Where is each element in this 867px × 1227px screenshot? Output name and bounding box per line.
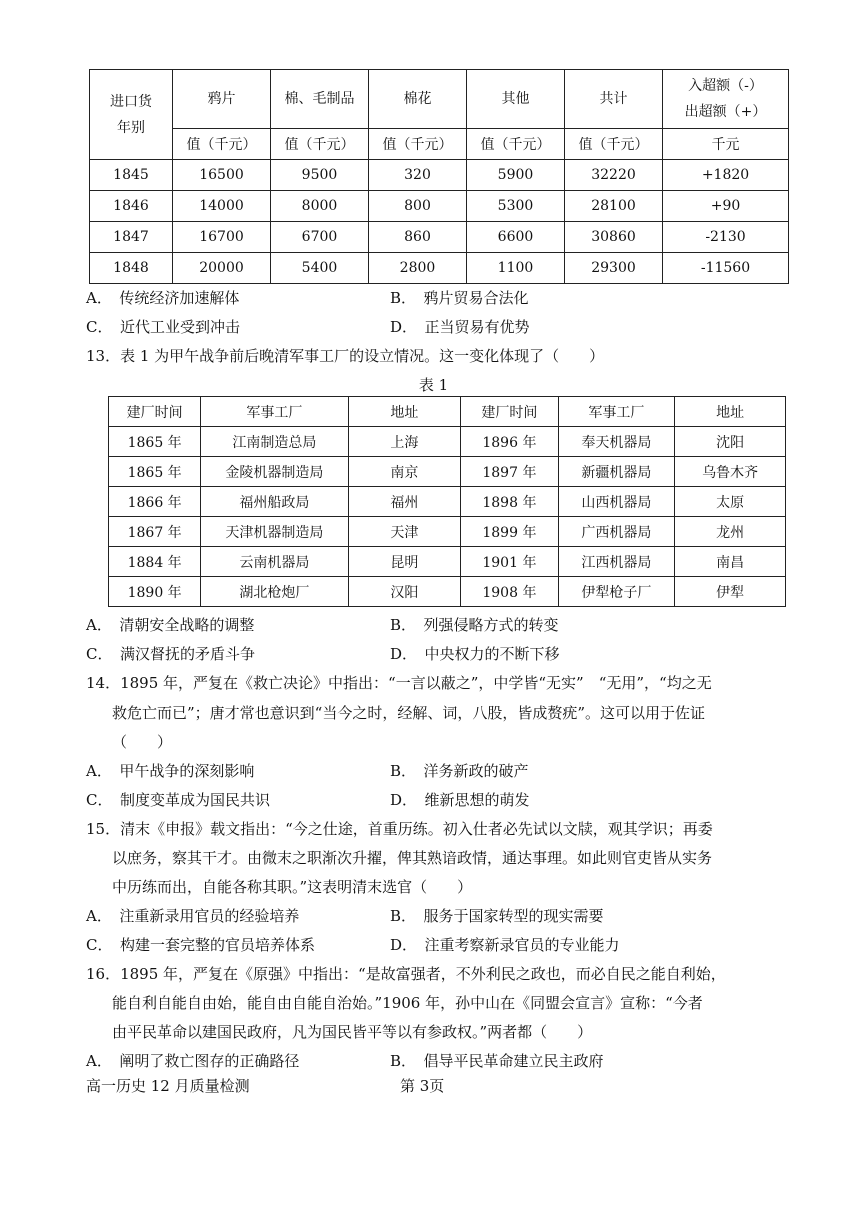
table-cell: 1901 年 — [461, 547, 558, 577]
table-cell: 1867 年 — [109, 517, 201, 547]
table-cell: 太原 — [675, 487, 786, 517]
table-cell: 1898 年 — [461, 487, 558, 517]
table-cell: +1820 — [663, 160, 789, 191]
table-cell: 南京 — [348, 457, 461, 487]
table-cell: 金陵机器制造局 — [201, 457, 348, 487]
q14-line-3: （ ） — [112, 733, 173, 751]
table-cell: 29300 — [565, 253, 663, 284]
table-cell: 860 — [369, 222, 467, 253]
table-cell: 320 — [369, 160, 467, 191]
factory-header-cell: 建厂时间 — [109, 397, 201, 427]
table-cell: 1865 年 — [109, 457, 201, 487]
table-row — [90, 160, 789, 191]
table-cell: 福州船政局 — [201, 487, 348, 517]
table-cell: 32220 — [565, 160, 663, 191]
table-cell: 奉天机器局 — [558, 427, 675, 457]
table-cell: 14000 — [173, 191, 271, 222]
table-cell: 汉阳 — [348, 577, 461, 607]
table-cell: 昆明 — [348, 547, 461, 577]
table-cell: 5300 — [467, 191, 565, 222]
table-cell: 8000 — [271, 191, 369, 222]
trade-subheader-cell: 值（千元） — [173, 129, 271, 160]
table-cell: 1896 年 — [461, 427, 558, 457]
q16-option-a: A． 阐明了救亡图存的正确路径 — [86, 1052, 300, 1070]
q13-stem: 13．表 1 为甲午战争前后晚清军事工厂的设立情况。这一变化体现了（ ） — [86, 347, 605, 365]
table-cell: 湖北枪炮厂 — [201, 577, 348, 607]
table-cell: 山西机器局 — [558, 487, 675, 517]
q15-line-2: 以庶务，察其干才。由微末之职渐次升擢，俾其熟谙政情，通达事理。如此则官吏皆从实务 — [112, 849, 713, 867]
footer-title: 高一历史 12 月质量检测 — [86, 1077, 250, 1095]
q15-option-a: A． 注重新录用官员的经验培养 — [86, 907, 300, 925]
trade-header-cell: 进口货 年别 — [90, 70, 173, 160]
table-row — [109, 457, 786, 487]
q15-option-b: B． 服务于国家转型的现实需要 — [390, 907, 604, 925]
table-caption: 表 1 — [418, 376, 449, 394]
factory-table — [108, 396, 786, 607]
table-cell: 800 — [369, 191, 467, 222]
table-cell: 30860 — [565, 222, 663, 253]
table-cell: 江西机器局 — [558, 547, 675, 577]
trade-subheader-cell: 千元 — [663, 129, 789, 160]
page-number: 第 3页 — [400, 1077, 445, 1095]
table-cell: 沈阳 — [675, 427, 786, 457]
trade-table — [89, 69, 789, 284]
table-row — [90, 191, 789, 222]
table-cell: 2800 — [369, 253, 467, 284]
trade-header-cell: 鸦片 — [173, 70, 271, 129]
trade-subheader-cell: 值（千元） — [467, 129, 565, 160]
q12-option-b: B． 鸦片贸易合法化 — [390, 289, 529, 307]
table-cell: 5400 — [271, 253, 369, 284]
table-cell: 20000 — [173, 253, 271, 284]
q13-option-d: D． 中央权力的不断下移 — [390, 645, 560, 663]
table-cell: 5900 — [467, 160, 565, 191]
q13-option-b: B． 列强侵略方式的转变 — [390, 616, 559, 634]
q16-line-2: 能自利自能自由始，能自由自能自治始。”1906 年，孙中山在《同盟会宣言》宣称：“今者 — [112, 994, 703, 1012]
q16-line-3: 由平民革命以建国民政府，凡为国民皆平等以有参政权。”两者都（ ） — [112, 1023, 593, 1041]
table-row — [109, 427, 786, 457]
factory-header-cell: 地址 — [348, 397, 461, 427]
trade-subheader-cell: 值（千元） — [271, 129, 369, 160]
table-row — [90, 222, 789, 253]
q13-option-c: C． 满汉督抚的矛盾斗争 — [86, 645, 255, 663]
table-cell: 福州 — [348, 487, 461, 517]
q15-line-1: 15．清末《申报》载文指出：“今之仕途，首重历练。初入仕者必先试以文牍，观其学识；再委 — [86, 820, 713, 838]
q14-option-c: C． 制度变革成为国民共识 — [86, 791, 270, 809]
table-cell: 9500 — [271, 160, 369, 191]
table-cell: 1846 — [90, 191, 173, 222]
table-cell: 乌鲁木齐 — [675, 457, 786, 487]
q14-line-1: 14．1895 年，严复在《救亡决论》中指出：“一言以蔽之”，中学皆“无实” “无用”，“均之无 — [86, 674, 712, 692]
table-cell: 南昌 — [675, 547, 786, 577]
table-cell: 16700 — [173, 222, 271, 253]
table-cell: 天津机器制造局 — [201, 517, 348, 547]
table-row — [109, 517, 786, 547]
q16-option-b: B． 倡导平民革命建立民主政府 — [390, 1052, 604, 1070]
factory-header-cell: 军事工厂 — [558, 397, 675, 427]
q16-line-1: 16．1895 年，严复在《原强》中指出：“是故富强者，不外利民之政也，而必自民之能自利始， — [86, 965, 726, 983]
table-cell: 龙州 — [675, 517, 786, 547]
table-cell: -11560 — [663, 253, 789, 284]
q12-option-d: D． 正当贸易有优势 — [390, 318, 530, 336]
q14-option-b: B． 洋务新政的破产 — [390, 762, 529, 780]
trade-header-cell: 棉、毛制品 — [271, 70, 369, 129]
table-cell: 1908 年 — [461, 577, 558, 607]
trade-header-cell: 其他 — [467, 70, 565, 129]
table-cell: 1845 — [90, 160, 173, 191]
factory-header-cell: 军事工厂 — [201, 397, 348, 427]
q14-option-a: A． 甲午战争的深刻影响 — [86, 762, 255, 780]
q14-line-2: 救危亡而已”；唐才常也意识到“当今之时，经解、词，八股，皆成赘疣”。这可以用于佐证 — [112, 704, 706, 722]
trade-header-cell: 共计 — [565, 70, 663, 129]
table-cell: 6700 — [271, 222, 369, 253]
table-cell: 1865 年 — [109, 427, 201, 457]
factory-header-cell: 建厂时间 — [461, 397, 558, 427]
trade-header-cell: 入超额（-） 出超额（+） — [663, 70, 789, 129]
table-cell: 伊犁 — [675, 577, 786, 607]
table-row — [109, 487, 786, 517]
table-cell: 云南机器局 — [201, 547, 348, 577]
table-cell: 1847 — [90, 222, 173, 253]
table-cell: 28100 — [565, 191, 663, 222]
q12-option-c: C． 近代工业受到冲击 — [86, 318, 240, 336]
table-cell: 1100 — [467, 253, 565, 284]
trade-subheader-cell: 值（千元） — [369, 129, 467, 160]
trade-subheader-cell: 值（千元） — [565, 129, 663, 160]
factory-header-cell: 地址 — [675, 397, 786, 427]
table-cell: 1884 年 — [109, 547, 201, 577]
trade-header-cell: 棉花 — [369, 70, 467, 129]
table-row — [90, 253, 789, 284]
q13-option-a: A． 清朝安全战略的调整 — [86, 616, 255, 634]
table-cell: 天津 — [348, 517, 461, 547]
q15-line-3: 中历练而出，自能各称其职。”这表明清末选官（ ） — [112, 878, 473, 896]
q14-option-d: D． 维新思想的萌发 — [390, 791, 530, 809]
table-cell: 1890 年 — [109, 577, 201, 607]
table-row — [109, 577, 786, 607]
q12-option-a: A． 传统经济加速解体 — [86, 289, 240, 307]
table-cell: 上海 — [348, 427, 461, 457]
table-cell: 1899 年 — [461, 517, 558, 547]
table-cell: 16500 — [173, 160, 271, 191]
table-cell: +90 — [663, 191, 789, 222]
table-cell: 伊犁枪子厂 — [558, 577, 675, 607]
table-cell: 6600 — [467, 222, 565, 253]
table-cell: -2130 — [663, 222, 789, 253]
q15-option-d: D． 注重考察新录官员的专业能力 — [390, 936, 620, 954]
q15-option-c: C． 构建一套完整的官员培养体系 — [86, 936, 315, 954]
table-cell: 广西机器局 — [558, 517, 675, 547]
table-cell: 江南制造总局 — [201, 427, 348, 457]
table-cell: 1866 年 — [109, 487, 201, 517]
table-cell: 新疆机器局 — [558, 457, 675, 487]
table-row — [109, 547, 786, 577]
table-cell: 1848 — [90, 253, 173, 284]
table-cell: 1897 年 — [461, 457, 558, 487]
